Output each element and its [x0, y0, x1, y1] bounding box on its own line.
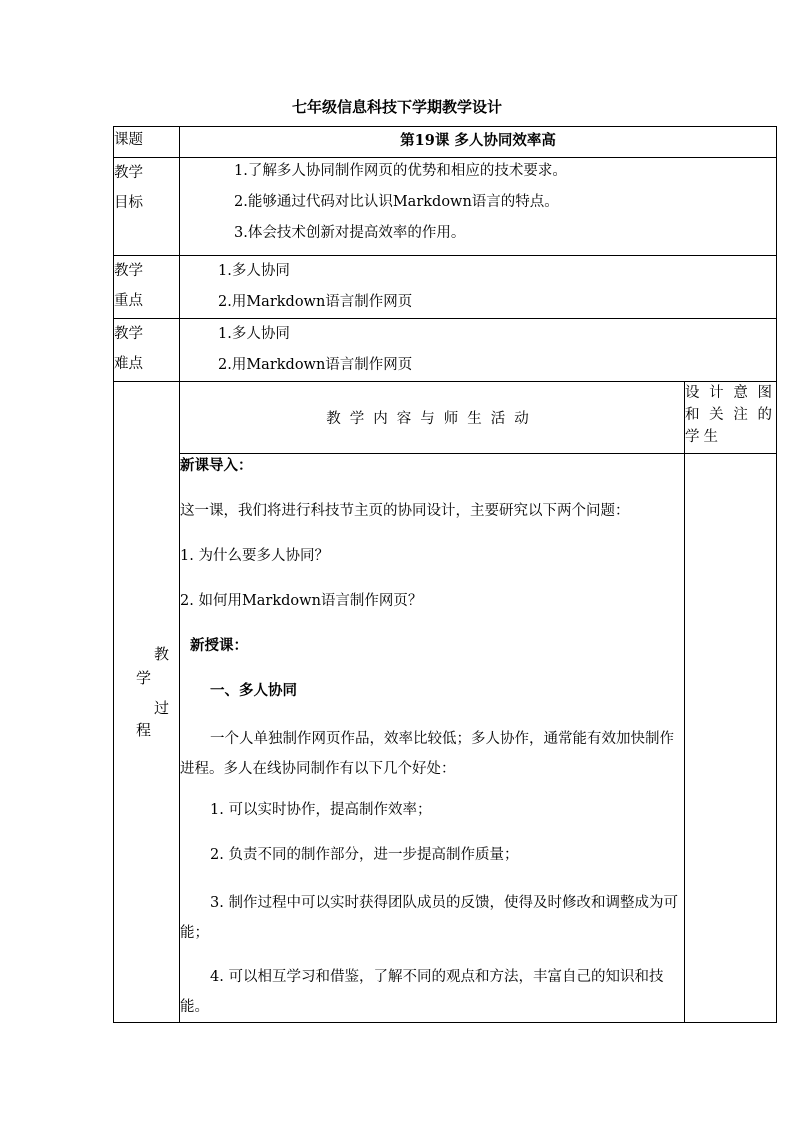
goals-row	[114, 158, 777, 256]
benefit-item: 1. 可以实时协作，提高制作效率；	[210, 802, 432, 818]
goal-item: 1.了解多人协同制作网页的优势和相应的技术要求。	[234, 163, 567, 179]
process-label-char: 程	[136, 721, 152, 739]
focus-label-line-2: 重点	[114, 293, 143, 309]
lesson-row	[114, 127, 777, 158]
section-heading: 一、多人协同	[210, 682, 297, 699]
focus-content	[180, 256, 777, 319]
new-lesson-heading: 新授课：	[190, 637, 248, 654]
focus-label	[114, 256, 180, 319]
difficulty-item: 1.多人协同	[218, 326, 290, 342]
process-label-char: 过	[154, 699, 170, 717]
process-content-header: 教学内容与师生活动	[180, 382, 685, 454]
page-title: 七年级信息科技下学期教学设计	[291, 98, 502, 116]
focus-row	[114, 256, 777, 319]
goal-item: 3.体会技术创新对提高效率的作用。	[234, 225, 466, 241]
difficulty-label-line-1: 教学	[114, 326, 143, 342]
goals-label	[114, 158, 180, 256]
intro-text: 这一课，我们将进行科技节主页的协同设计，主要研究以下两个问题：	[180, 503, 630, 519]
intro-heading: 新课导入：	[180, 457, 253, 474]
difficulty-label-line-2: 难点	[114, 356, 143, 372]
difficulty-row	[114, 319, 777, 382]
lesson-plan-table	[113, 126, 777, 1023]
benefit-item: 2. 负责不同的制作部分，进一步提高制作质量；	[210, 847, 519, 863]
lesson-label: 课题	[114, 127, 180, 158]
process-label	[114, 382, 180, 1023]
benefit-item: 4. 可以相互学习和借鉴，了解不同的观点和方法，丰富自己的知识和技能。	[180, 969, 664, 1015]
process-label-char: 教	[154, 645, 170, 663]
process-content	[180, 454, 685, 1023]
benefit-item: 3. 制作过程中可以实时获得团队成员的反馈，使得及时修改和调整成为可能；	[180, 895, 678, 941]
question-item: 2. 如何用Markdown语言制作网页？	[180, 593, 423, 609]
goals-label-line-2: 目标	[114, 195, 143, 211]
lesson-title: 第19课 多人协同效率高	[180, 127, 777, 158]
question-item: 1. 为什么要多人协同？	[180, 548, 329, 564]
process-label-char: 学	[136, 669, 152, 687]
process-header-row	[114, 382, 777, 454]
focus-label-line-1: 教学	[114, 263, 143, 279]
design-intent-header: 设计意图和关注的学生	[685, 382, 777, 454]
section-paragraph: 一个人单独制作网页作品，效率比较低；多人协作，通常能有效加快制作进程。多人在线协同制作有以下几个好处：	[180, 731, 674, 777]
difficulty-item: 2.用Markdown语言制作网页	[218, 357, 413, 373]
difficulty-label	[114, 319, 180, 382]
goals-label-line-1: 教学	[114, 165, 143, 181]
goals-content	[180, 158, 777, 256]
design-intent-content	[685, 454, 777, 1023]
focus-item: 2.用Markdown语言制作网页	[218, 294, 413, 310]
focus-item: 1.多人协同	[218, 263, 290, 279]
difficulty-content	[180, 319, 777, 382]
goal-item: 2.能够通过代码对比认识Markdown语言的特点。	[234, 194, 559, 210]
process-body-row	[114, 454, 777, 1023]
